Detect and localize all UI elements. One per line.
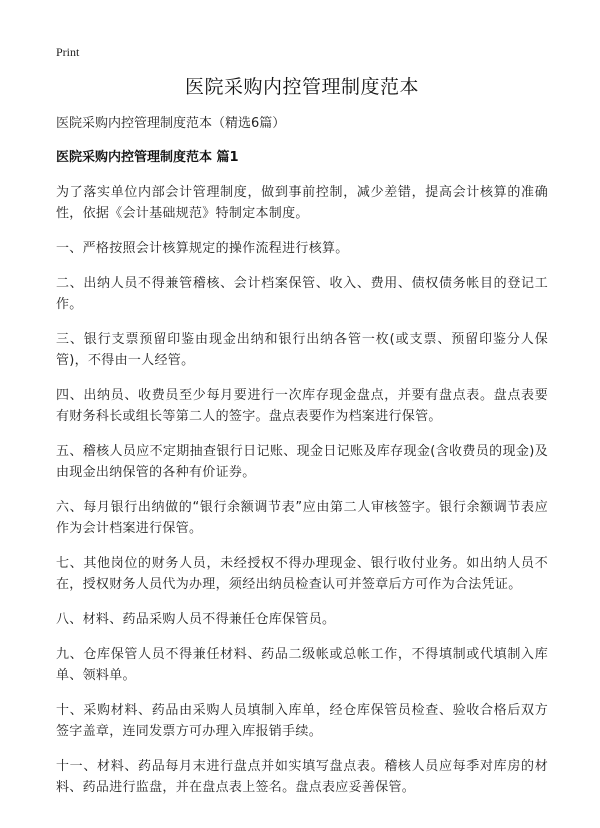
rule-paragraph-6: 六、每月银行出纳做的“银行余额调节表”应由第二人审核签字。银行余额调节表应作为会计档案进行保管。 bbox=[56, 500, 548, 536]
print-label: Print bbox=[56, 45, 80, 59]
rule-paragraph-9: 九、仓库保管人员不得兼任材料、药品二级帐或总帐工作，不得填制或代填制入库单、领料单。 bbox=[56, 647, 548, 683]
document-title: 医院采购内控管理制度范本 bbox=[184, 76, 419, 98]
rule-paragraph-1: 一、严格按照会计核算规定的操作流程进行核算。 bbox=[56, 241, 349, 256]
section-heading: 医院采购内控管理制度范本 篇1 bbox=[56, 150, 239, 165]
document-subtitle: 医院采购内控管理制度范本（精选6篇） bbox=[56, 116, 286, 131]
intro-paragraph: 为了落实单位内部会计管理制度，做到事前控制，减少差错，提高会计核算的准确性，依据《会计基础规范》特制定本制度。 bbox=[56, 185, 548, 221]
rule-paragraph-2: 二、出纳人员不得兼管稽核、会计档案保管、收入、费用、债权债务帐目的登记工作。 bbox=[56, 276, 548, 312]
rule-paragraph-5: 五、稽核人员应不定期抽查银行日记账、现金日记账及库存现金(含收费员的现金)及由现金出纳保管的各种有价证券。 bbox=[56, 444, 548, 480]
rule-paragraph-3: 三、银行支票预留印鉴由现金出纳和银行出纳各管一枚(或支票、预留印鉴分人保管)，不得由一人经管。 bbox=[56, 332, 548, 368]
rule-paragraph-7: 七、其他岗位的财务人员，未经授权不得办理现金、银行收付业务。如出纳人员不在，授权财务人员代为办理，须经出纳员检查认可并签章后方可作为合法凭证。 bbox=[56, 556, 548, 592]
rule-paragraph-10: 十、采购材料、药品由采购人员填制入库单，经仓库保管员检查、验收合格后双方签字盖章，连同发票方可办理入库报销手续。 bbox=[56, 703, 548, 739]
rule-paragraph-11: 十一、材料、药品每月末进行盘点并如实填写盘点表。稽核人员应每季对库房的材料、药品进行监盘，并在盘点表上签名。盘点表应妥善保管。 bbox=[56, 759, 548, 795]
rule-paragraph-8: 八、材料、药品采购人员不得兼任仓库保管员。 bbox=[56, 612, 336, 627]
rule-paragraph-4: 四、出纳员、收费员至少每月要进行一次库存现金盘点，并要有盘点表。盘点表要有财务科长或组长等第二人的签字。盘点表要作为档案进行保管。 bbox=[56, 388, 548, 424]
